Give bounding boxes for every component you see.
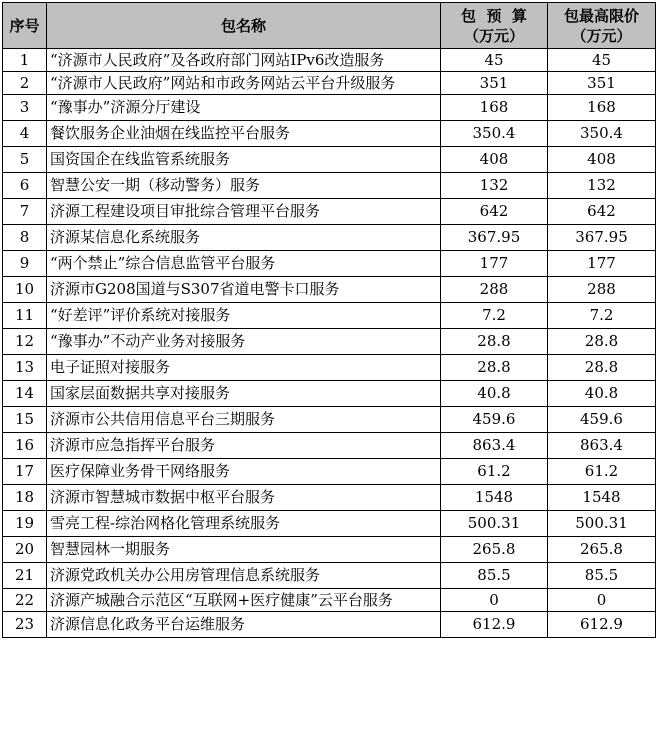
row-name: 济源某信息化系统服务 (47, 225, 441, 251)
row-no: 12 (3, 329, 47, 355)
row-no: 5 (3, 147, 47, 173)
header-max-price-line1: 包最高限价 (563, 6, 639, 25)
budget-table (2, 2, 656, 638)
row-name: 智慧公安一期（移动警务）服务 (47, 173, 441, 199)
row-budget: 642 (441, 199, 548, 225)
row-max-price: 7.2 (548, 303, 656, 329)
row-no: 6 (3, 173, 47, 199)
row-budget: 288 (441, 277, 548, 303)
table-row (3, 72, 656, 95)
row-max-price: 177 (548, 251, 656, 277)
row-no: 16 (3, 433, 47, 459)
row-max-price: 168 (548, 95, 656, 121)
row-no: 1 (3, 49, 47, 72)
row-no: 8 (3, 225, 47, 251)
row-max-price: 367.95 (548, 225, 656, 251)
table-row (3, 95, 656, 121)
row-no: 14 (3, 381, 47, 407)
table-row (3, 407, 656, 433)
row-no: 21 (3, 563, 47, 589)
row-budget: 40.8 (441, 381, 548, 407)
row-max-price: 350.4 (548, 121, 656, 147)
row-budget: 28.8 (441, 329, 548, 355)
table-row (3, 147, 656, 173)
row-budget: 265.8 (441, 537, 548, 563)
row-no: 19 (3, 511, 47, 537)
table-row (3, 589, 656, 612)
header-row (3, 3, 656, 49)
row-name: 国资国企在线监管系统服务 (47, 147, 441, 173)
row-max-price: 265.8 (548, 537, 656, 563)
row-max-price: 288 (548, 277, 656, 303)
header-max-price-line2: （万元） (571, 26, 632, 45)
row-no: 23 (3, 612, 47, 638)
table-row (3, 251, 656, 277)
row-name: “两个禁止”综合信息监管平台服务 (47, 251, 441, 277)
row-name: “济源市人民政府”网站和市政务网站云平台升级服务 (47, 72, 441, 95)
table-row (3, 199, 656, 225)
table-row (3, 459, 656, 485)
table-row (3, 563, 656, 589)
row-no: 4 (3, 121, 47, 147)
row-max-price: 28.8 (548, 355, 656, 381)
row-name: 济源党政机关办公用房管理信息系统服务 (47, 563, 441, 589)
row-budget: 612.9 (441, 612, 548, 638)
row-max-price: 642 (548, 199, 656, 225)
row-no: 22 (3, 589, 47, 612)
row-max-price: 45 (548, 49, 656, 72)
row-max-price: 863.4 (548, 433, 656, 459)
row-budget: 85.5 (441, 563, 548, 589)
row-no: 13 (3, 355, 47, 381)
row-name: 济源市应急指挥平台服务 (47, 433, 441, 459)
table-row (3, 173, 656, 199)
row-name: 智慧园林一期服务 (47, 537, 441, 563)
row-budget: 7.2 (441, 303, 548, 329)
row-name: 餐饮服务企业油烟在线监控平台服务 (47, 121, 441, 147)
row-budget: 459.6 (441, 407, 548, 433)
row-max-price: 40.8 (548, 381, 656, 407)
table-row (3, 612, 656, 638)
row-budget: 351 (441, 72, 548, 95)
table-row (3, 225, 656, 251)
row-name: 济源工程建设项目审批综合管理平台服务 (47, 199, 441, 225)
table-row (3, 381, 656, 407)
row-no: 10 (3, 277, 47, 303)
row-name: 济源市公共信用信息平台三期服务 (47, 407, 441, 433)
row-budget: 168 (441, 95, 548, 121)
row-budget: 367.95 (441, 225, 548, 251)
row-max-price: 61.2 (548, 459, 656, 485)
row-no: 2 (3, 72, 47, 95)
row-max-price: 408 (548, 147, 656, 173)
table-row (3, 49, 656, 72)
table-row (3, 511, 656, 537)
row-name: 济源信息化政务平台运维服务 (47, 612, 441, 638)
header-name: 包名称 (47, 3, 441, 49)
row-budget: 132 (441, 173, 548, 199)
table-row (3, 485, 656, 511)
table-row (3, 303, 656, 329)
table-row (3, 433, 656, 459)
table-row (3, 329, 656, 355)
row-name: 雪亮工程-综治网格化管理系统服务 (47, 511, 441, 537)
header-budget (441, 3, 548, 49)
row-max-price: 1548 (548, 485, 656, 511)
row-max-price: 459.6 (548, 407, 656, 433)
table-row (3, 355, 656, 381)
row-name: 医疗保障业务骨干网络服务 (47, 459, 441, 485)
row-max-price: 612.9 (548, 612, 656, 638)
row-name: 济源产城融合示范区“互联网+医疗健康”云平台服务 (47, 589, 441, 612)
row-max-price: 0 (548, 589, 656, 612)
row-name: “济源市人民政府”及各政府部门网站IPv6改造服务 (47, 49, 441, 72)
table-row (3, 277, 656, 303)
row-no: 3 (3, 95, 47, 121)
row-no: 15 (3, 407, 47, 433)
row-name: 电子证照对接服务 (47, 355, 441, 381)
row-budget: 863.4 (441, 433, 548, 459)
header-max-price (548, 3, 656, 49)
row-name: “豫事办”济源分厅建设 (47, 95, 441, 121)
row-max-price: 500.31 (548, 511, 656, 537)
header-budget-line1: 包 预 算 (461, 6, 527, 25)
row-name: “好差评”评价系统对接服务 (47, 303, 441, 329)
row-budget: 28.8 (441, 355, 548, 381)
row-max-price: 351 (548, 72, 656, 95)
row-budget: 0 (441, 589, 548, 612)
row-budget: 177 (441, 251, 548, 277)
row-name: 济源市G208国道与S307省道电警卡口服务 (47, 277, 441, 303)
row-budget: 408 (441, 147, 548, 173)
row-no: 18 (3, 485, 47, 511)
table-body (3, 49, 656, 638)
header-budget-line2: （万元） (463, 26, 524, 45)
header-no: 序号 (3, 3, 47, 49)
row-max-price: 85.5 (548, 563, 656, 589)
table-row (3, 121, 656, 147)
row-no: 11 (3, 303, 47, 329)
table-row (3, 537, 656, 563)
row-budget: 350.4 (441, 121, 548, 147)
row-no: 7 (3, 199, 47, 225)
row-no: 17 (3, 459, 47, 485)
row-name: “豫事办”不动产业务对接服务 (47, 329, 441, 355)
row-no: 20 (3, 537, 47, 563)
row-max-price: 132 (548, 173, 656, 199)
row-name: 国家层面数据共享对接服务 (47, 381, 441, 407)
row-no: 9 (3, 251, 47, 277)
row-budget: 500.31 (441, 511, 548, 537)
row-budget: 1548 (441, 485, 548, 511)
row-name: 济源市智慧城市数据中枢平台服务 (47, 485, 441, 511)
row-budget: 61.2 (441, 459, 548, 485)
row-budget: 45 (441, 49, 548, 72)
row-max-price: 28.8 (548, 329, 656, 355)
